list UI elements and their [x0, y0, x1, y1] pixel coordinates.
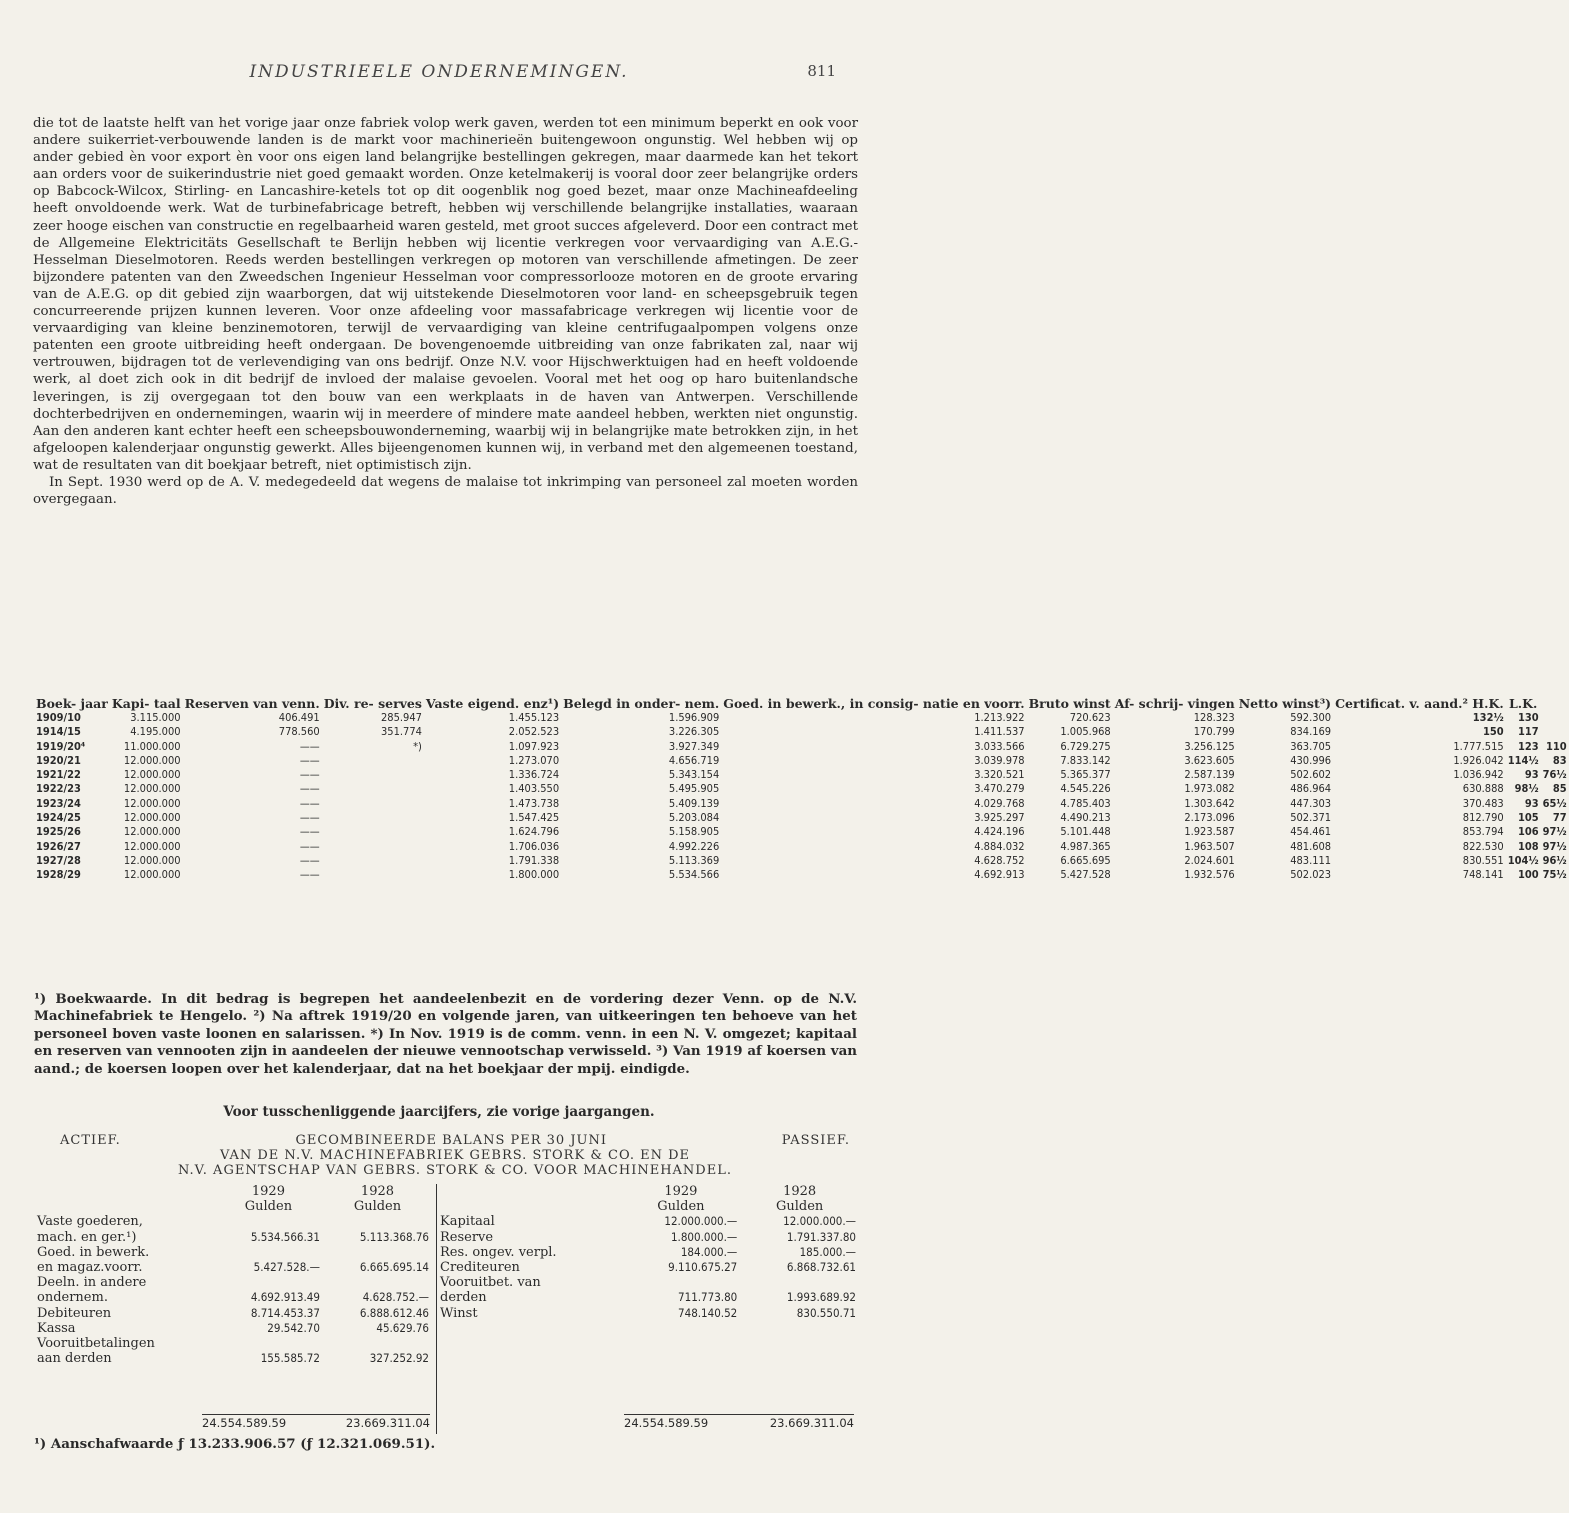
table-cell: 1923/24 [36, 796, 81, 810]
table-cell: 12.000.000 [123, 753, 181, 767]
table-cell: —— [299, 868, 320, 882]
table-cell [322, 868, 424, 882]
table-cell: 6.665.695 [1060, 853, 1111, 867]
table-cell: 430.996 [1290, 753, 1332, 767]
table-row [34, 754, 1569, 768]
balance-value: 12.000.000.— [783, 1214, 856, 1229]
table-cell: 3.470.279 [974, 782, 1025, 796]
balance-value [323, 1245, 432, 1260]
table-cell [322, 854, 424, 868]
balance-value: 45.629.76 [376, 1320, 429, 1335]
table-cell: 3.256.125 [1184, 739, 1235, 753]
balance-label: derden [440, 1290, 487, 1306]
table-cell: 4.424.196 [974, 825, 1025, 839]
total-passief-1929: 24.554.589.59 [624, 1416, 709, 1430]
table-cell: 3.320.521 [974, 768, 1025, 782]
balance-label: Debiteuren [37, 1305, 112, 1321]
table-cell: 720.623 [1069, 711, 1111, 724]
table-cell: 1.926.042 [1453, 753, 1504, 767]
table-cell: 93 [1524, 768, 1539, 782]
balance-label: Kassa [37, 1320, 76, 1336]
balance-value [323, 1275, 432, 1290]
column-header: Vaste eigend. enz¹) [425, 696, 560, 711]
table-cell: 12.000.000 [123, 853, 181, 867]
table-row [34, 711, 1569, 725]
column-header: Reserven van venn. [184, 696, 320, 711]
table-cell: 1.777.515 [1453, 739, 1504, 753]
table-cell: 853.794 [1462, 825, 1504, 839]
table-cell: 93 [1524, 796, 1539, 810]
table-cell: 110 [1545, 739, 1567, 753]
table-cell: 2.587.139 [1184, 768, 1235, 782]
column-header: Kapi- taal [111, 696, 181, 711]
balance-row [34, 1214, 432, 1229]
balance-value: 185.000.— [799, 1244, 856, 1259]
table-cell: 12.000.000 [123, 811, 181, 825]
balance-sheet [34, 1184, 858, 1434]
table-cell: —— [299, 782, 320, 796]
page-header [0, 62, 878, 92]
footnote-text: ¹) Boekwaarde. In dit bedrag is begrepen het aandeelenbezit en de vordering dezer Venn. op de N.V. Machinefabriek te Hengelo. ²) Na aftrek 1919/20 en volgende jaren, van uitkeeringen ten behoeve van het personeel boven vaste loonen en salarissen. *) In Nov. 1919 is de comm. venn. in een N. V. omgezet; kapitaal en reserven van vennooten zijn in aandeelen der nieuwe vennootschap verwisseld. ³) Van 1919 af koersen van aand.; de koersen loopen over het kalenderjaar, dat na het boekjaar der mpij. eindigde. [34, 991, 857, 1077]
table-cell: 83 [1552, 753, 1567, 767]
table-cell: 1924/25 [36, 811, 81, 825]
column-header: Belegd in onder- nem. [563, 696, 720, 711]
table-row [34, 725, 1569, 739]
column-header: Bruto winst [1028, 696, 1111, 711]
table-cell: 4.195.000 [130, 725, 181, 739]
balance-value: 1.800.000.— [670, 1229, 738, 1244]
total-actief-1929: 24.554.589.59 [202, 1416, 287, 1430]
balance-subtitle: VAN DE N.V. MACHINEFABRIEK GEBRS. STORK & CO. EN DE [219, 1148, 691, 1163]
table-cell: 3.226.305 [668, 725, 720, 739]
balance-value: 1.791.337.80 [786, 1229, 856, 1244]
table-cell: 105 [1517, 811, 1539, 825]
table-cell: 502.023 [1290, 868, 1332, 882]
balance-value: 155.585.72 [260, 1351, 320, 1366]
footnotes [34, 991, 857, 1078]
balance-value: 5.427.528.— [253, 1260, 320, 1275]
balance-row [437, 1275, 859, 1290]
table-cell: 363.705 [1290, 739, 1332, 753]
balance-value: 4.628.752.— [362, 1290, 429, 1305]
table-cell: 4.628.752 [974, 853, 1025, 867]
balance-row [437, 1306, 859, 1321]
table-cell: 5.101.448 [1060, 825, 1111, 839]
table-cell: 4.656.719 [668, 753, 720, 767]
table-cell [322, 782, 424, 796]
table-cell: 5.495.905 [668, 782, 720, 796]
table-cell: 106 [1517, 825, 1539, 839]
table-cell: 812.790 [1462, 811, 1504, 825]
table-cell: 3.927.349 [668, 739, 720, 753]
table-cell: 834.169 [1290, 725, 1332, 739]
table-cell: 1920/21 [36, 753, 81, 767]
table-cell: 108 [1517, 839, 1539, 853]
table-cell: 1.800.000 [508, 868, 560, 882]
column-header: Netto winst³) [1238, 696, 1332, 711]
balance-value: 12.000.000.— [664, 1214, 738, 1229]
balance-label: Vaste goederen, [37, 1214, 143, 1230]
passief-column [436, 1184, 859, 1434]
table-cell: 150 [1483, 725, 1504, 739]
balance-value: 5.534.566.31 [250, 1229, 320, 1244]
table-cell: 483.111 [1290, 853, 1332, 867]
table-cell: 1.213.922 [974, 711, 1025, 724]
table-cell: 12.000.000 [123, 796, 181, 810]
balance-row [34, 1336, 432, 1351]
table-cell: 97½ [1542, 825, 1567, 839]
table-cell: —— [299, 825, 320, 839]
total-passief-1928: 23.669.311.04 [769, 1416, 854, 1430]
table-cell: 502.602 [1290, 768, 1332, 782]
table-cell: 65½ [1542, 796, 1567, 810]
table-cell: 12.000.000 [123, 782, 181, 796]
year-header: 1929 [251, 1184, 285, 1199]
balance-row [437, 1214, 859, 1229]
table-cell: 1.963.507 [1184, 839, 1235, 853]
table-cell: 77 [1552, 811, 1567, 825]
balance-row [34, 1245, 432, 1260]
table-row [34, 825, 1569, 839]
table-cell: 2.024.601 [1184, 853, 1235, 867]
table-cell: 1.923.587 [1184, 825, 1235, 839]
balance-row [437, 1245, 859, 1260]
table-cell: 5.203.084 [668, 811, 720, 825]
table-cell: 96½ [1542, 853, 1567, 867]
table-row [34, 740, 1569, 754]
table-cell: 132½ [1472, 711, 1504, 724]
table-cell: 1.005.968 [1060, 725, 1111, 739]
table-cell: —— [299, 811, 320, 825]
table-row [34, 868, 1569, 882]
table-cell: 1.036.942 [1453, 768, 1504, 782]
paragraph: In Sept. 1930 werd op de A. V. medegedeeld dat wegens de malaise tot inkrimping van personeel zal moeten worden overgegaan. [33, 474, 858, 508]
table-cell: 406.491 [278, 711, 320, 724]
balance-title: GECOMBINEERDE BALANS PER 30 JUNI [295, 1133, 608, 1148]
table-cell: 351.774 [381, 725, 422, 739]
table-cell: 5.409.139 [668, 796, 720, 810]
table-cell: 5.365.377 [1060, 768, 1111, 782]
unit-header: Gulden [775, 1199, 824, 1215]
table-cell: 592.300 [1290, 711, 1332, 724]
year-header: 1929 [664, 1184, 698, 1199]
table-cell: 1919/20⁴ [36, 739, 86, 753]
table-cell: 128.323 [1193, 711, 1235, 724]
balance-row [34, 1306, 432, 1321]
balance-label: ondernem. [37, 1290, 108, 1306]
table-row [34, 768, 1569, 782]
table-cell: 5.113.369 [668, 853, 720, 867]
balance-label: Kapitaal [440, 1214, 495, 1230]
table-cell: 4.490.213 [1060, 811, 1111, 825]
table-cell: 1909/10 [36, 711, 81, 724]
table-cell: 3.039.978 [974, 753, 1025, 767]
total-actief-1928: 23.669.311.04 [345, 1416, 430, 1430]
table-cell [322, 797, 424, 811]
table-cell: 830.551 [1462, 853, 1504, 867]
table-cell: 2.173.096 [1184, 811, 1235, 825]
balance-value: 6.665.695.14 [359, 1260, 429, 1275]
passief-label: PASSIEF. [781, 1133, 850, 1148]
balance-value: 711.773.80 [678, 1290, 738, 1305]
actief-label: ACTIEF. [60, 1133, 121, 1148]
table-cell: 454.461 [1290, 825, 1332, 839]
table-cell: 1.596.909 [668, 711, 720, 724]
balance-subtitle: N.V. AGENTSCHAP VAN GEBRS. STORK & CO. VOOR MACHINEHANDEL. [178, 1163, 732, 1178]
balance-label: en magaz.voorr. [37, 1260, 143, 1276]
balance-row [34, 1260, 432, 1275]
table-cell: 4.545.226 [1060, 782, 1111, 796]
unit-header: Gulden [244, 1199, 293, 1215]
table-cell: 1.303.642 [1184, 796, 1235, 810]
table-cell: 1922/23 [36, 782, 81, 796]
table-cell: 4.987.365 [1060, 839, 1111, 853]
column-header: Boek- jaar [36, 696, 108, 711]
table-cell: 5.343.154 [668, 768, 720, 782]
table-cell: 1.624.796 [508, 825, 560, 839]
balance-row [34, 1321, 432, 1336]
table-cell: 5.427.528 [1060, 868, 1111, 882]
table-cell: 285.947 [381, 711, 422, 724]
table-cell: —— [299, 796, 320, 810]
balance-heading [60, 1133, 850, 1178]
table-cell: 630.888 [1462, 782, 1504, 796]
table-cell: 1.973.082 [1184, 782, 1235, 796]
body-text [33, 115, 858, 508]
table-cell: 2.052.523 [508, 725, 560, 739]
table-cell: 12.000.000 [123, 825, 181, 839]
table-cell: 3.115.000 [130, 711, 181, 724]
balance-value [323, 1214, 432, 1229]
balance-row [437, 1290, 859, 1305]
table-cell: 1.097.923 [508, 739, 560, 753]
table-cell: 1.411.537 [974, 725, 1025, 739]
table-cell: 4.029.768 [974, 796, 1025, 810]
previous-years-note: Voor tusschenliggende jaarcijfers, zie vorige jaargangen. [223, 1104, 655, 1120]
year-header: 1928 [360, 1184, 395, 1199]
balance-value: 748.140.52 [678, 1305, 738, 1320]
balance-label: Deeln. in andere [37, 1275, 147, 1291]
unit-header: Gulden [353, 1199, 402, 1215]
table-cell: 5.534.566 [668, 868, 720, 882]
table-cell: —— [299, 839, 320, 853]
table-row [34, 782, 1569, 796]
table-cell: 7.833.142 [1060, 753, 1111, 767]
actief-column [34, 1184, 432, 1366]
table-cell: 778.560 [278, 725, 320, 739]
balance-value [323, 1336, 432, 1351]
balance-value: 8.714.453.37 [250, 1305, 320, 1320]
balance-label: Vooruitbet. van [440, 1275, 541, 1291]
table-cell: 4.785.403 [1060, 796, 1111, 810]
table-cell [322, 825, 424, 839]
balance-value: 6.868.732.61 [786, 1260, 856, 1275]
balance-value: 6.888.612.46 [359, 1305, 429, 1320]
table-cell: 1.455.123 [508, 711, 560, 724]
balance-value: 327.252.92 [369, 1351, 429, 1366]
balance-value [214, 1336, 323, 1351]
table-cell: 370.483 [1462, 796, 1504, 810]
table-cell: 100 [1517, 868, 1539, 882]
table-cell: 1927/28 [36, 853, 81, 867]
table-cell: 1.791.338 [508, 853, 560, 867]
balance-value [214, 1245, 323, 1260]
balance-label: Goed. in bewerk. [37, 1244, 150, 1260]
balance-value: 1.993.689.92 [786, 1290, 856, 1305]
table-cell: 130 [1517, 711, 1539, 724]
table-cell: 85 [1552, 782, 1567, 796]
table-cell: 98½ [1514, 782, 1539, 796]
year-header: 1928 [783, 1184, 817, 1199]
table-cell: 1921/22 [36, 768, 81, 782]
balance-label: Vooruitbetalingen [37, 1336, 155, 1352]
unit-header: Gulden [657, 1199, 705, 1215]
column-header: Certificat. v. aand.² H.K. [1335, 696, 1504, 711]
balance-row [34, 1351, 432, 1366]
balance-label: mach. en ger.¹) [37, 1229, 137, 1245]
balance-value: 184.000.— [680, 1244, 738, 1259]
table-cell: 447.303 [1290, 796, 1332, 810]
table-row [34, 797, 1569, 811]
balance-value [214, 1275, 323, 1290]
table-cell: 4.992.226 [668, 839, 720, 853]
balance-row [437, 1260, 859, 1275]
table-cell: 123 [1517, 739, 1539, 753]
table-row [34, 811, 1569, 825]
table-cell: 5.158.905 [668, 825, 720, 839]
table-cell: 3.925.297 [974, 811, 1025, 825]
balance-value [740, 1275, 859, 1290]
balance-label: Res. ongev. verpl. [440, 1244, 557, 1260]
balance-value: 5.113.368.76 [359, 1229, 429, 1244]
column-header: Af- schrij- vingen [1114, 696, 1235, 711]
table-cell: 1.473.738 [508, 796, 560, 810]
table-cell [322, 754, 424, 768]
table-cell: *) [413, 739, 422, 753]
table-cell: 75½ [1542, 868, 1567, 882]
balance-value [622, 1275, 741, 1290]
table-cell: 114½ [1507, 753, 1539, 767]
page-number: 811 [807, 62, 836, 80]
table-cell: —— [299, 739, 320, 753]
table-cell: 6.729.275 [1060, 739, 1111, 753]
table-cell: 12.000.000 [123, 839, 181, 853]
table-cell: —— [299, 853, 320, 867]
balance-row [34, 1275, 432, 1290]
balance-label: Reserve [440, 1229, 494, 1245]
table-cell: 1914/15 [36, 725, 81, 739]
balance-footnote: ¹) Aanschafwaarde ƒ 13.233.906.57 (ƒ 12.321.069.51). [34, 1436, 436, 1452]
balance-label: Winst [440, 1305, 478, 1321]
balance-row [34, 1230, 432, 1245]
table-cell: 104½ [1507, 853, 1539, 867]
table-cell: 748.141 [1462, 868, 1504, 882]
balance-value: 4.692.913.49 [250, 1290, 320, 1305]
column-header: Goed. in bewerk., in consig- natie en voorr. [723, 696, 1025, 711]
table-cell: 76½ [1542, 768, 1567, 782]
balance-row [34, 1290, 432, 1305]
table-cell: 170.799 [1193, 725, 1235, 739]
table-cell: —— [299, 768, 320, 782]
table-cell: 3.033.566 [974, 739, 1025, 753]
column-header: L.K. [1508, 696, 1538, 711]
running-title: INDUSTRIEELE ONDERNEMINGEN. [249, 62, 629, 82]
table-cell: 1.403.550 [508, 782, 560, 796]
table-row [34, 840, 1569, 854]
balance-value: 29.542.70 [267, 1320, 320, 1335]
balance-label: Crediteuren [440, 1260, 520, 1276]
column-header: Div. re- serves [323, 696, 422, 711]
table-cell: 1.336.724 [508, 768, 560, 782]
table-cell: 822.530 [1462, 839, 1504, 853]
table-cell: 1925/26 [36, 825, 81, 839]
paragraph: die tot de laatste helft van het vorige jaar onze fabriek volop werk gaven, werden tot een minimum beperkt en ook voor andere suikerriet-verbouwende landen is de markt voor machinerieën buitengewoon ongunstig. Wel hebben wij op ander gebied èn voor export èn voor ons eigen land belangrijke bestellingen gekregen, maar daarmede kan het tekort aan orders voor de suikerindustrie niet goed gemaakt worden. Onze ketelmakerij is vooral door zeer belangrijke orders op Babcock-Wilcox, Stirling- en Lancashire-ketels tot op dit oogenblik nog goed bezet, maar onze Machineafdeeling heeft onvoldoende werk. Wat de turbinefabricage betreft, hebben wij verschillende belangrijke installaties, waaraan zeer hooge eischen van constructie en regelbaarheid waren gesteld, met groot succes afgeleverd. Door een contract met de Allgemeine Elektricitäts Gesellschaft te Berlijn hebben wij licentie verkregen voor vervaardiging van A.E.G.-Hesselman Dieselmotoren. Reeds werden bestellingen verkregen op motoren van verschillende afmetingen. De zeer bijzondere patenten van den Zweedschen Ingenieur Hesselman voor compressorlooze motoren en de groote ervaring van de A.E.G. op dit gebied zijn waarborgen, dat wij uitstekende Dieselmotoren voor land- en scheepsgebruik tegen concurreerende prijzen kunnen leveren. Voor onze afdeeling voor massafabricage verkregen wij licentie voor de vervaardiging van kleine benzinemotoren, terwijl de vervaardiging van kleine centrifugaalpompen volgens onze patenten een groote uitbreiding heeft ondergaan. De bovengenoemde uitbreiding van onze fabrikaten zal, naar wij vertrouwen, bijdragen tot de verlevendiging van ons bedrijf. Onze N.V. voor Hijschwerktuigen had en heeft voldoende werk, al doet zich ook in dit bedrijf de invloed der malaise gevoelen. Vooral met het oog op haro buitenlandsche leveringen, is zij overgegaan tot den bouw van een werkplaats in de haven van Antwerpen. Verschillende dochterbedrijven en ondernemingen, waarin wij in meerdere of mindere mate aandeel hebben, werkten niet ongunstig. Aan den anderen kant echter heeft een scheepsbouwonderneming, waarbij wij in belangrijke mate betrokken zijn, in het afgeloopen kalenderjaar ongunstig gewerkt. Alles bijeengenomen kunnen wij, in verband met den algemeenen toestand, wat de resultaten van dit boekjaar betreft, niet optimistisch zijn. [33, 116, 858, 473]
table-cell: 4.884.032 [974, 839, 1025, 853]
table-cell: 3.623.605 [1184, 753, 1235, 767]
table-cell: 1.706.036 [508, 839, 560, 853]
table-cell: 12.000.000 [123, 868, 181, 882]
balance-row [437, 1230, 859, 1245]
table-cell: 12.000.000 [123, 768, 181, 782]
table-cell: —— [299, 753, 320, 767]
table-cell [322, 768, 424, 782]
table-cell: 1928/29 [36, 868, 81, 882]
table-cell: 1926/27 [36, 839, 81, 853]
table-cell: 481.608 [1290, 839, 1332, 853]
table-cell: 1.547.425 [508, 811, 560, 825]
table-cell: 486.964 [1290, 782, 1332, 796]
table-cell: 1.273.070 [508, 753, 560, 767]
table-cell: 117 [1517, 725, 1539, 739]
table-cell [322, 840, 424, 854]
balance-value [214, 1214, 323, 1229]
table-cell: 502.371 [1290, 811, 1332, 825]
table-cell [322, 811, 424, 825]
balance-value: 9.110.675.27 [668, 1260, 738, 1275]
table-cell: 11.000.000 [123, 739, 181, 753]
balance-value: 830.550.71 [796, 1305, 856, 1320]
table-row [34, 854, 1569, 868]
table-cell: 97½ [1542, 839, 1567, 853]
table-cell: 4.692.913 [974, 868, 1025, 882]
balance-label: aan derden [37, 1351, 112, 1367]
table-cell: 1.932.576 [1184, 868, 1235, 882]
financial-table [34, 696, 1567, 883]
